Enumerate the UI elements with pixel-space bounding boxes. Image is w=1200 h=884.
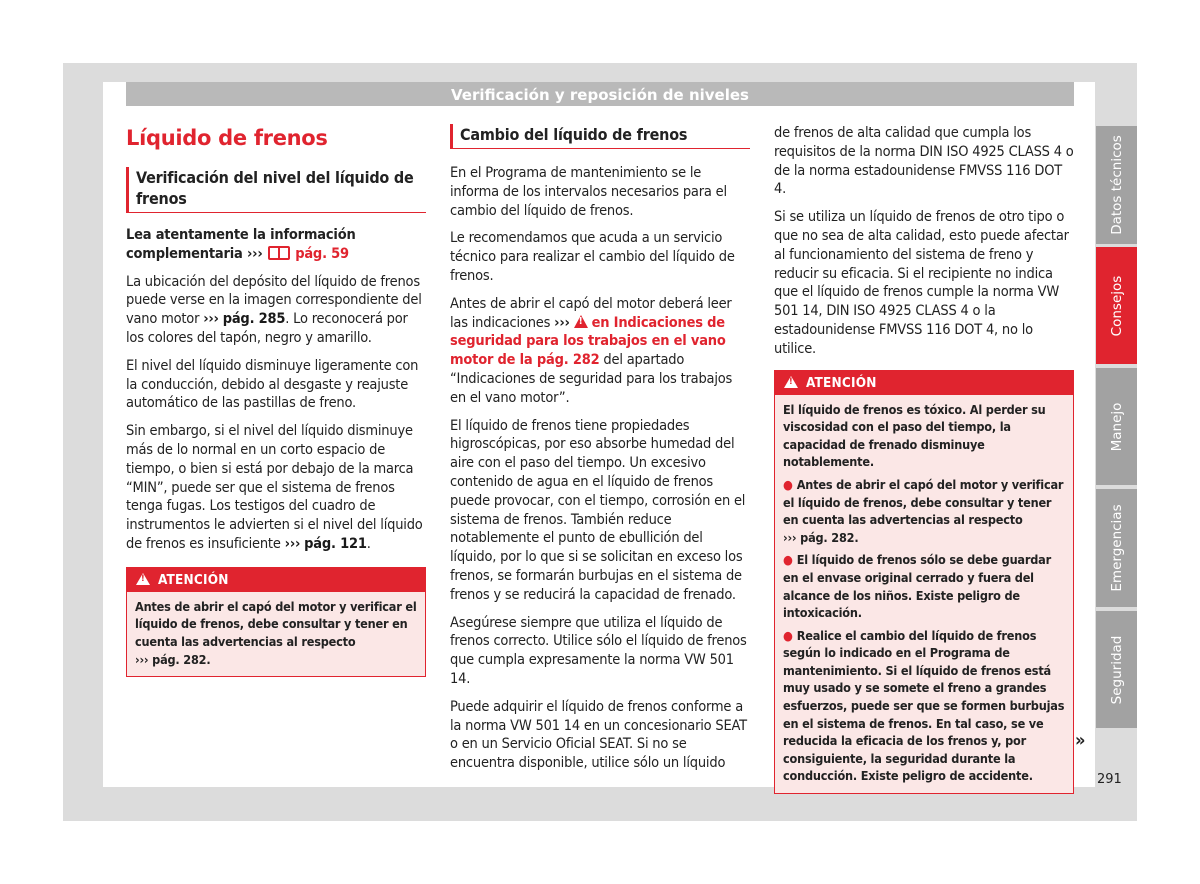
warning-header: [127, 568, 425, 592]
paragraph-adquirir: Puede adquirir el líquido de frenos conforme a la norma VW 501 14 en un concesionario SEAT o en un Servicio Oficial SEAT. Si no se encuentra disponible, utilice sólo un líquido: [450, 698, 747, 772]
ref-arrow: ›››: [246, 245, 263, 262]
warning-text: .: [854, 529, 859, 545]
tab-consejos[interactable]: [1096, 247, 1137, 364]
book-icon: [268, 246, 290, 260]
safety-ref-link[interactable]: en Indicaciones de seguridad para los trabajos en el vano motor de la pág. 282: [450, 314, 726, 369]
warning-triangle-icon: [574, 315, 588, 328]
read-note-text: Lea atentamente la información complementaria: [126, 227, 356, 262]
column-1: [126, 124, 426, 677]
warning-title: ATENCIÓN: [158, 571, 229, 588]
ref-arrow: ›››: [135, 651, 149, 667]
paragraph-recomendacion: Le recomendamos que acuda a un servicio técnico para realizar el cambio del líquido de frenos.: [450, 230, 735, 284]
page-number: 291: [1097, 772, 1122, 787]
paragraph-fugas: [126, 422, 426, 554]
paragraph-text: .: [366, 535, 371, 552]
page-ref-link[interactable]: pág. 282: [800, 529, 855, 545]
bullet-icon: ●: [783, 476, 793, 492]
paragraph-indicaciones: [450, 295, 750, 408]
tab-label: Emergencias: [1108, 504, 1125, 592]
paragraph-higroscopicas: El líquido de frenos tiene propiedades higroscópicas, por eso absorbe humedad del aire con el paso del tiempo. Un excesivo contenido de agua en el líquido de frenos puede provocar, con el tiempo, corrosión en el sistema de frenos. También reduce notablemente el punto de ebullición del líquido, por lo que si se solicitan en exceso los frenos, se formarán burbujas en el sistema de frenos y se reducirá la capacidad de frenado.: [450, 417, 746, 603]
warning-bullet: [783, 627, 1065, 785]
warning-triangle-icon: [136, 573, 150, 585]
ref-arrow: ›››: [554, 314, 570, 331]
paragraph-nivel: El nivel del líquido disminuye ligeramente con la conducción, debido al desgaste y reajuste automático de las pastillas de freno.: [126, 357, 419, 412]
page-ref-link[interactable]: pág. 285: [222, 311, 286, 328]
paragraph-programa: En el Programa de mantenimiento se le informa de los intervalos necesarios para el cambio del líquido de frenos.: [450, 165, 727, 219]
tab-seguridad[interactable]: [1096, 611, 1137, 728]
paragraph-text: Antes de abrir el capó del motor deberá leer las indicaciones: [450, 295, 732, 331]
read-note-ref[interactable]: pág. 59: [295, 245, 349, 262]
warning-body: [127, 592, 425, 676]
column-3: [774, 124, 1074, 794]
paragraph-ubicacion: [126, 273, 426, 348]
warning-triangle-icon: [784, 376, 798, 388]
paragraph-alta-calidad: de frenos de alta calidad que cumpla los requisitos de la norma DIN ISO 4925 CLASS 4 o de la norma estadounidense FMVSS 116 DOT 4.: [774, 125, 1074, 198]
paragraph-text: Sin embargo, si el nivel del líquido disminuye más de lo normal en un corto espacio de tiempo, o bien si está por debajo de la marca “MIN”, puede ser que el sistema de frenos tenga fugas. Los testigos del cuadro de instrumentos le advierten si el nivel del líquido de frenos es insuficiente: [126, 423, 423, 552]
page-title: Líquido de frenos: [126, 126, 328, 150]
warning-bullet: [783, 476, 1065, 546]
warning-header: [775, 371, 1073, 395]
warning-text: Antes de abrir el capó del motor y verificar el líquido de frenos, debe consultar y tener en cuenta las advertencias al respecto: [135, 598, 417, 649]
warning-bullet: [783, 551, 1065, 621]
paragraph-otro-tipo: Si se utiliza un líquido de frenos de otro tipo o que no sea de alta calidad, esto puede afectar al funcionamiento del sistema de freno y reducir su eficacia. Si el recipiente no indica que el líquido de frenos cumple la norma VW 501 14, DIN ISO 4925 CLASS 4 o la estadounidense FMVSS 116 DOT 4, no lo utilice.: [774, 209, 1069, 357]
tab-manejo[interactable]: [1096, 368, 1137, 485]
subheading-verificacion: Verificación del nivel del líquido de frenos: [126, 167, 426, 213]
ref-arrow: ›››: [783, 529, 797, 545]
paragraph-text: La ubicación del depósito del líquido de frenos puede verse en la imagen correspondiente del vano motor: [126, 273, 422, 328]
warning-intro: El líquido de frenos es tóxico. Al perder su viscosidad con el paso del tiempo, la capacidad de frenado disminuye notablemente.: [783, 401, 1046, 470]
bullet-icon: ●: [783, 627, 793, 643]
warning-title: ATENCIÓN: [806, 374, 877, 391]
warning-box: [126, 567, 426, 677]
section-header: Verificación y reposición de niveles: [126, 82, 1074, 106]
subheading-cambio: Cambio del líquido de frenos: [450, 124, 750, 149]
tab-label: Manejo: [1108, 402, 1125, 451]
paragraph-text: del apartado “Indicaciones de seguridad para los trabajos en el vano motor”.: [450, 352, 733, 406]
warning-text: Realice el cambio del líquido de frenos según lo indicado en el Programa de mantenimiento. Si el líquido de frenos está muy usado y se somete el freno a grandes esfuerzos, puede ser que se formen burbujas en el sistema de frenos. En tal caso, se ve reducida la eficacia de los frenos y, por consiguiente, la seguridad durante la conducción. Existe peligro de accidente.: [783, 627, 1065, 784]
warning-text: .: [206, 651, 211, 667]
page-ref-link[interactable]: pág. 282: [152, 651, 207, 667]
warning-body: [775, 395, 1073, 793]
page-ref-link[interactable]: pág. 121: [304, 535, 367, 552]
tab-label: Seguridad: [1108, 635, 1125, 704]
continue-mark: »: [1075, 730, 1086, 751]
warning-text: El líquido de frenos sólo se debe guardar en el envase original cerrado y fuera del alcance de los niños. Existe peligro de intoxicación.: [783, 552, 1052, 621]
tab-label: Datos técnicos: [1108, 135, 1125, 235]
read-note: [126, 226, 426, 264]
column-2: [450, 124, 750, 782]
ref-arrow: ›››: [284, 535, 301, 552]
paragraph-correcto: Asegúrese siempre que utiliza el líquido de frenos correcto. Utilice sólo el líquido de frenos que cumpla expresamente la norma VW 501 14.: [450, 614, 747, 687]
bullet-icon: ●: [783, 552, 793, 568]
paragraph-text: . Lo reconocerá por los colores del tapón, negro y amarillo.: [126, 311, 408, 346]
ref-arrow: ›››: [203, 311, 219, 328]
warning-box: [774, 370, 1074, 794]
tab-emergencias[interactable]: [1096, 489, 1137, 607]
tab-label: Consejos: [1108, 275, 1125, 336]
warning-text: Antes de abrir el capó del motor y verificar el líquido de frenos, debe consultar y tener en cuenta las advertencias al respecto: [783, 476, 1064, 528]
tab-datos-tecnicos[interactable]: [1096, 126, 1137, 244]
